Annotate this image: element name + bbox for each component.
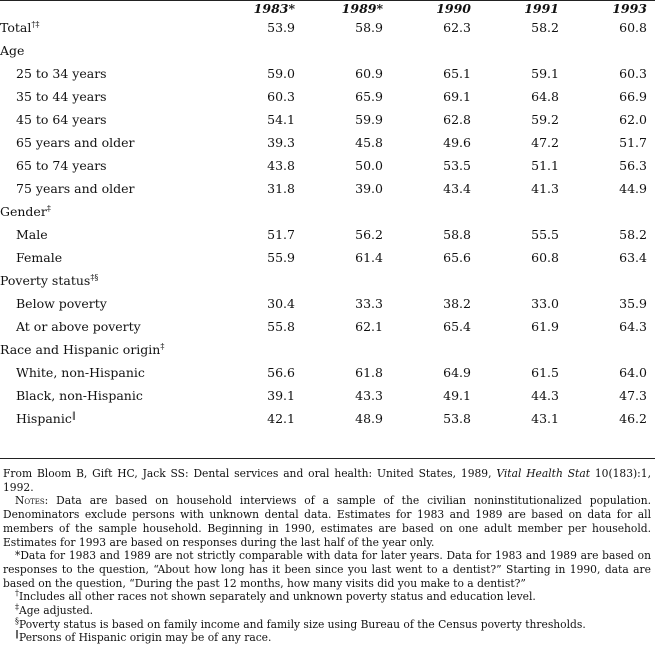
value-cell: 62.3 [443,20,471,35]
value-cell: 39.3 [267,135,295,150]
value-cell [391,338,479,361]
value-cell: 60.8 [619,20,647,35]
table-row [0,85,655,108]
row-label [0,200,215,223]
value-cell: 58.8 [443,227,471,242]
value-cell [567,338,655,361]
value-cell: 35.9 [619,296,647,311]
header-row [0,2,655,16]
footnote-dagger: †Includes all other races not shown separately and unknown poverty status and education level. [15,588,536,604]
year-header: 1993 [612,1,647,16]
row-label-text: 35 to 44 years [16,89,107,104]
value-cell: 55.9 [267,250,295,265]
row-label [0,407,215,430]
value-cell [303,269,391,292]
value-cell: 33.0 [531,296,559,311]
value-cell: 64.3 [619,319,647,334]
value-cell [479,338,567,361]
value-cell: 56.3 [619,158,647,173]
value-cell: 62.8 [443,112,471,127]
row-label [0,315,215,338]
notes-paragraph: Notes: Data are based on household interviews of a sample of the civilian noninstitutionalized population. Denominators exclude persons with unknown dental data. Estimates for 1983 and 1989 are based on data for all members of the sample household. Beginning in 1990, estimates are based on one adult member per household. Estimates for 1993 are based on responses during the last half of the year only. [3,494,651,549]
row-label [0,384,215,407]
value-cell: 64.9 [443,365,471,380]
value-cell [479,200,567,223]
footnote-parallel: ‖Persons of Hispanic origin may be of any race. [15,629,272,645]
row-label [0,108,215,131]
value-cell: 42.1 [267,411,295,426]
value-cell: 61.5 [531,365,559,380]
footnote-mark: ‖ [71,410,76,420]
value-cell: 43.1 [531,411,559,426]
table-row [0,246,655,269]
value-cell: 69.1 [443,89,471,104]
value-cell [567,200,655,223]
value-cell: 51.1 [531,158,559,173]
value-cell: 59.2 [531,112,559,127]
value-cell: 47.2 [531,135,559,150]
value-cell: 53.9 [267,20,295,35]
row-label [0,292,215,315]
value-cell: 58.9 [355,20,383,35]
footnote-mark: ‡§ [90,272,99,282]
value-cell: 60.3 [619,66,647,81]
row-label [0,85,215,108]
table-row [0,315,655,338]
value-cell: 44.3 [531,388,559,403]
footnote-mark: †‡ [31,19,40,29]
value-cell [567,39,655,62]
table-row [0,200,655,223]
value-cell: 47.3 [619,388,647,403]
value-cell: 56.2 [355,227,383,242]
value-cell: 61.9 [531,319,559,334]
value-cell: 43.4 [443,181,471,196]
row-label [0,39,215,62]
value-cell: 39.0 [355,181,383,196]
value-cell [215,269,303,292]
source-note: From Bloom B, Gift HC, Jack SS: Dental services and oral health: United States, 1989, Vital Health Stat 10(183):1, 1992. [3,467,651,494]
value-cell: 55.5 [531,227,559,242]
table-row [0,338,655,361]
value-cell: 56.6 [267,365,295,380]
value-cell: 59.1 [531,66,559,81]
row-label [0,361,215,384]
table-row [0,223,655,246]
footnote-star: *Data for 1983 and 1989 are not strictly comparable with data for later years. Data for 1983 and 1989 are based on responses to the question, “About how long has it been since you last went to a dentist?” Starting in 1990, data are based on the question, “During the past 12 months, how many visits did you make to a dentist?” [3,549,651,590]
value-cell [479,269,567,292]
header-stub [0,2,215,16]
row-label [0,16,215,39]
value-cell: 50.0 [355,158,383,173]
value-cell: 41.3 [531,181,559,196]
table-row [0,62,655,85]
row-label-text: At or above poverty [16,319,141,334]
footnote-mark: ‡ [46,203,51,213]
value-cell [391,269,479,292]
value-cell: 65.1 [443,66,471,81]
value-cell: 44.9 [619,181,647,196]
value-cell: 64.8 [531,89,559,104]
value-cell [567,269,655,292]
row-label [0,246,215,269]
value-cell: 62.0 [619,112,647,127]
row-label-text: Age [0,43,25,58]
row-label-text: 45 to 64 years [16,112,107,127]
value-cell: 43.8 [267,158,295,173]
value-cell: 51.7 [267,227,295,242]
row-label-text: White, non-Hispanic [16,365,145,380]
year-header: 1991 [524,1,559,16]
footnote-section: §Poverty status is based on family income and family size using Bureau of the Census poverty thresholds. [15,616,586,631]
value-cell: 64.0 [619,365,647,380]
value-cell: 63.4 [619,250,647,265]
row-label-text: Below poverty [16,296,107,311]
value-cell: 45.8 [355,135,383,150]
value-cell: 66.9 [619,89,647,104]
row-label-text: Female [16,250,63,265]
value-cell: 31.8 [267,181,295,196]
table-row [0,108,655,131]
row-label-text: Male [16,227,48,242]
value-cell: 43.3 [355,388,383,403]
dental-visits-table [0,2,655,430]
row-label-text: Poverty status [0,273,91,288]
value-cell: 59.0 [267,66,295,81]
row-label-text: Black, non-Hispanic [16,388,143,403]
value-cell [215,200,303,223]
value-cell: 61.4 [355,250,383,265]
value-cell: 60.3 [267,89,295,104]
value-cell: 38.2 [443,296,471,311]
row-label-text: Total [0,20,32,35]
value-cell: 54.1 [267,112,295,127]
value-cell [215,338,303,361]
table-row [0,177,655,200]
row-label-text: Race and Hispanic origin [0,342,161,357]
bottom-rule [0,458,655,459]
table-row [0,384,655,407]
table-notes [3,467,651,645]
value-cell: 58.2 [531,20,559,35]
year-header: 1989* [341,1,383,16]
table-row [0,407,655,430]
table-row [0,292,655,315]
value-cell [391,39,479,62]
value-cell: 65.4 [443,319,471,334]
value-cell: 53.5 [443,158,471,173]
value-cell: 65.9 [355,89,383,104]
row-label-text: 75 years and older [16,181,135,196]
footnote-mark: ‡ [160,341,165,351]
value-cell: 59.9 [355,112,383,127]
row-label [0,154,215,177]
value-cell: 48.9 [355,411,383,426]
table-row [0,131,655,154]
value-cell [391,200,479,223]
value-cell: 60.9 [355,66,383,81]
row-label-text: 25 to 34 years [16,66,107,81]
footnote-double-dagger: ‡Age adjusted. [15,602,94,618]
value-cell: 61.8 [355,365,383,380]
year-header: 1990 [436,1,471,16]
value-cell: 30.4 [267,296,295,311]
table-row [0,361,655,384]
row-label [0,338,215,361]
row-label [0,131,215,154]
row-label-text: Gender [0,204,47,219]
value-cell: 33.3 [355,296,383,311]
value-cell [215,39,303,62]
table-row [0,269,655,292]
value-cell: 62.1 [355,319,383,334]
value-cell: 49.6 [443,135,471,150]
row-label [0,269,215,292]
value-cell [303,200,391,223]
row-label [0,223,215,246]
value-cell [479,39,567,62]
value-cell [303,39,391,62]
value-cell: 60.8 [531,250,559,265]
row-label [0,177,215,200]
value-cell: 65.6 [443,250,471,265]
value-cell: 58.2 [619,227,647,242]
value-cell [303,338,391,361]
value-cell: 51.7 [619,135,647,150]
year-header: 1983* [253,1,295,16]
table-row [0,39,655,62]
table-row [0,16,655,39]
row-label-text: 65 years and older [16,135,135,150]
row-label-text: 65 to 74 years [16,158,107,173]
value-cell: 39.1 [267,388,295,403]
table-row [0,154,655,177]
value-cell: 55.8 [267,319,295,334]
row-label [0,62,215,85]
value-cell: 49.1 [443,388,471,403]
value-cell: 53.8 [443,411,471,426]
value-cell: 46.2 [619,411,647,426]
row-label-text: Hispanic [16,411,72,426]
